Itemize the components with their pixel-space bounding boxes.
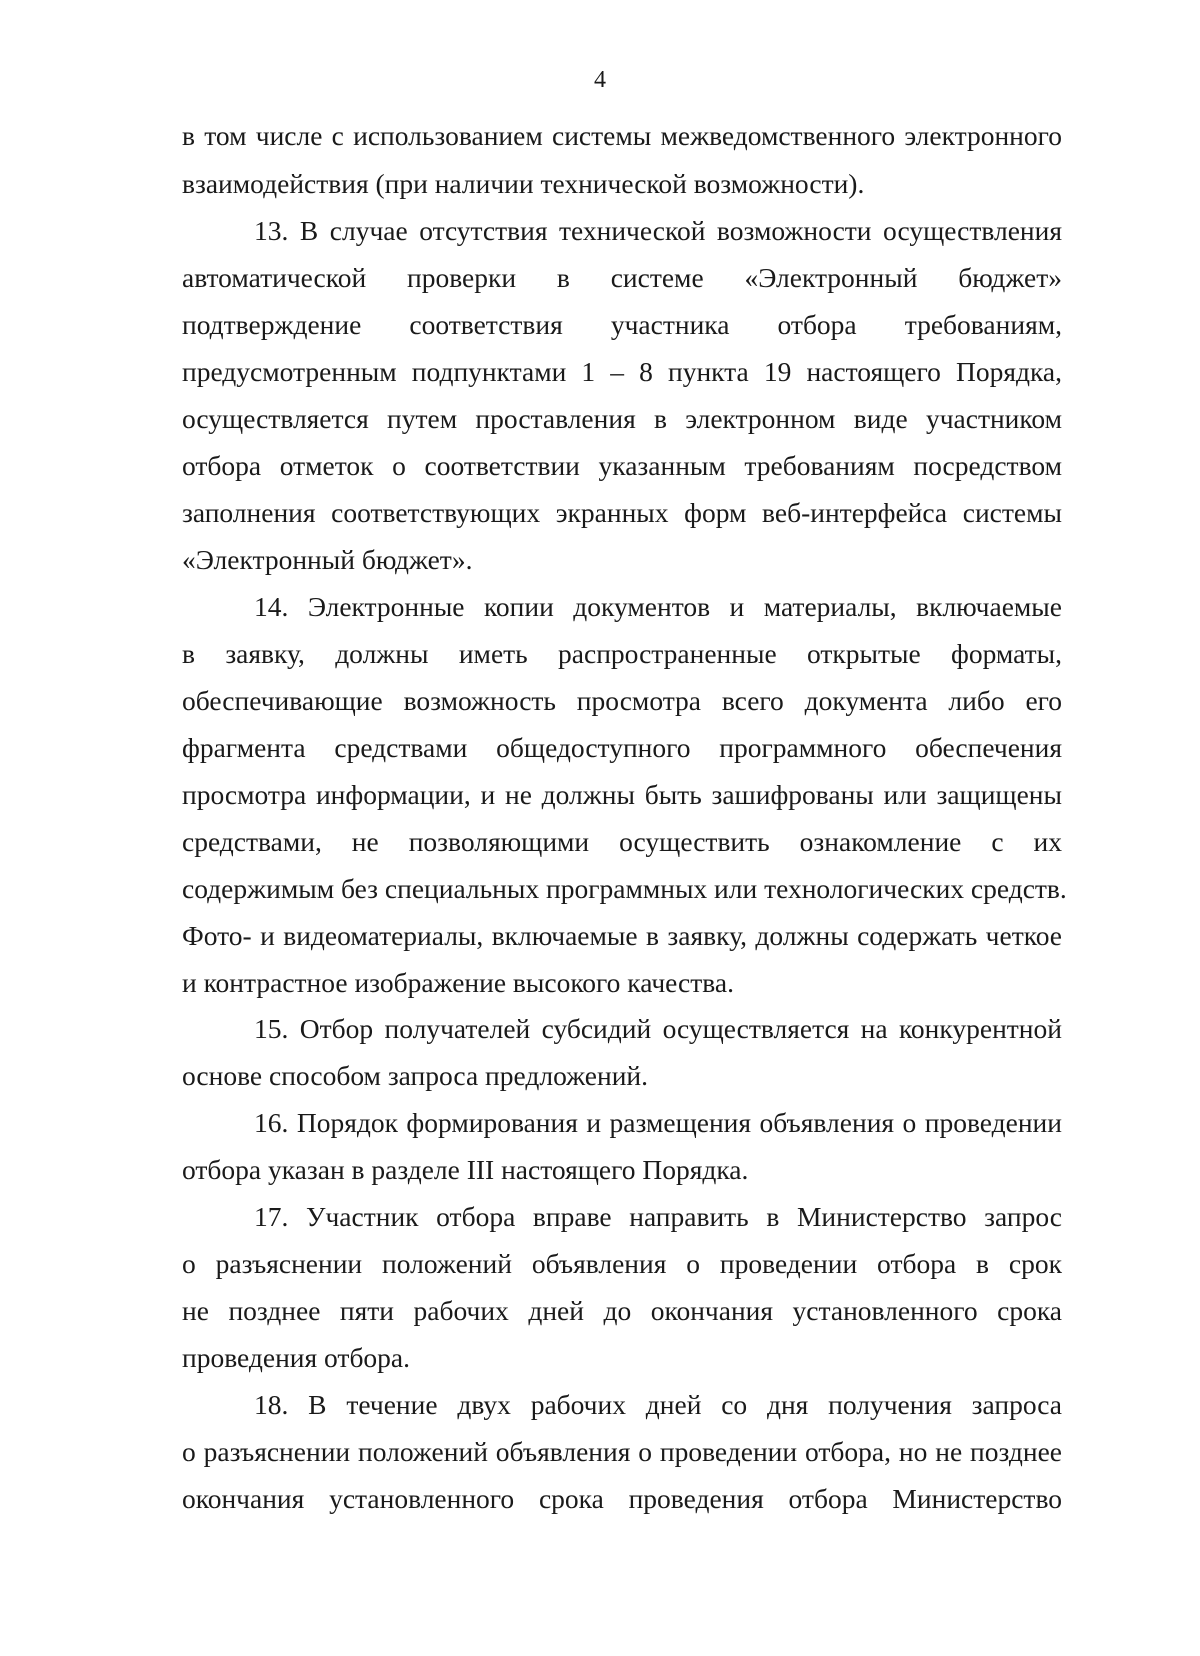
text-line: отбора указан в разделе III настоящего Порядка.: [182, 1154, 749, 1185]
text-line: автоматической проверки в системе «Электронный бюджет»: [182, 262, 1062, 293]
text-line: и контрастное изображение высокого качества.: [182, 967, 734, 998]
text-line: 18. В течение двух рабочих дней со дня получения запроса: [254, 1389, 1062, 1420]
text-line: просмотра информации, и не должны быть зашифрованы или защищены: [182, 779, 1062, 810]
text-line: «Электронный бюджет».: [182, 544, 473, 575]
text-line: заполнения соответствующих экранных форм веб-интерфейса системы: [182, 497, 1062, 528]
text-line: содержимым без специальных программных или технологических средств.: [182, 873, 1067, 904]
text-line: Фото- и видеоматериалы, включаемые в заявку, должны содержать четкое: [182, 920, 1062, 951]
text-line: 17. Участник отбора вправе направить в Министерство запрос: [254, 1201, 1062, 1232]
text-line: отбора отметок о соответствии указанным требованиям посредством: [182, 450, 1062, 481]
page-number: 4: [594, 67, 606, 93]
text-line: 13. В случае отсутствия технической возможности осуществления: [254, 215, 1062, 246]
text-line: окончания установленного срока проведения отбора Министерство: [182, 1483, 1062, 1514]
text-line: о разъяснении положений объявления о проведении отбора, но не позднее: [182, 1436, 1062, 1467]
text-line: 15. Отбор получателей субсидий осуществляется на конкурентной: [254, 1013, 1062, 1044]
text-line: проведения отбора.: [182, 1342, 411, 1373]
text-line: фрагмента средствами общедоступного программного обеспечения: [182, 732, 1062, 763]
text-line: обеспечивающие возможность просмотра всего документа либо его: [182, 685, 1062, 716]
text-line: взаимодействия (при наличии технической возможности).: [182, 168, 865, 199]
text-line: основе способом запроса предложений.: [182, 1060, 649, 1091]
text-line: 14. Электронные копии документов и материалы, включаемые: [254, 591, 1062, 622]
text-line: не позднее пяти рабочих дней до окончания установленного срока: [182, 1295, 1062, 1326]
text-line: 16. Порядок формирования и размещения объявления о проведении: [254, 1107, 1062, 1138]
text-line: предусмотренным подпунктами 1 – 8 пункта 19 настоящего Порядка,: [182, 356, 1062, 387]
text-line: средствами, не позволяющими осуществить ознакомление с их: [182, 826, 1062, 857]
text-line: подтверждение соответствия участника отбора требованиям,: [182, 309, 1062, 340]
text-line: в том числе с использованием системы межведомственного электронного: [182, 120, 1062, 151]
text-line: о разъяснении положений объявления о проведении отбора в срок: [182, 1248, 1062, 1279]
text-line: осуществляется путем проставления в электронном виде участником: [182, 403, 1062, 434]
text-line: в заявку, должны иметь распространенные открытые форматы,: [182, 638, 1062, 669]
